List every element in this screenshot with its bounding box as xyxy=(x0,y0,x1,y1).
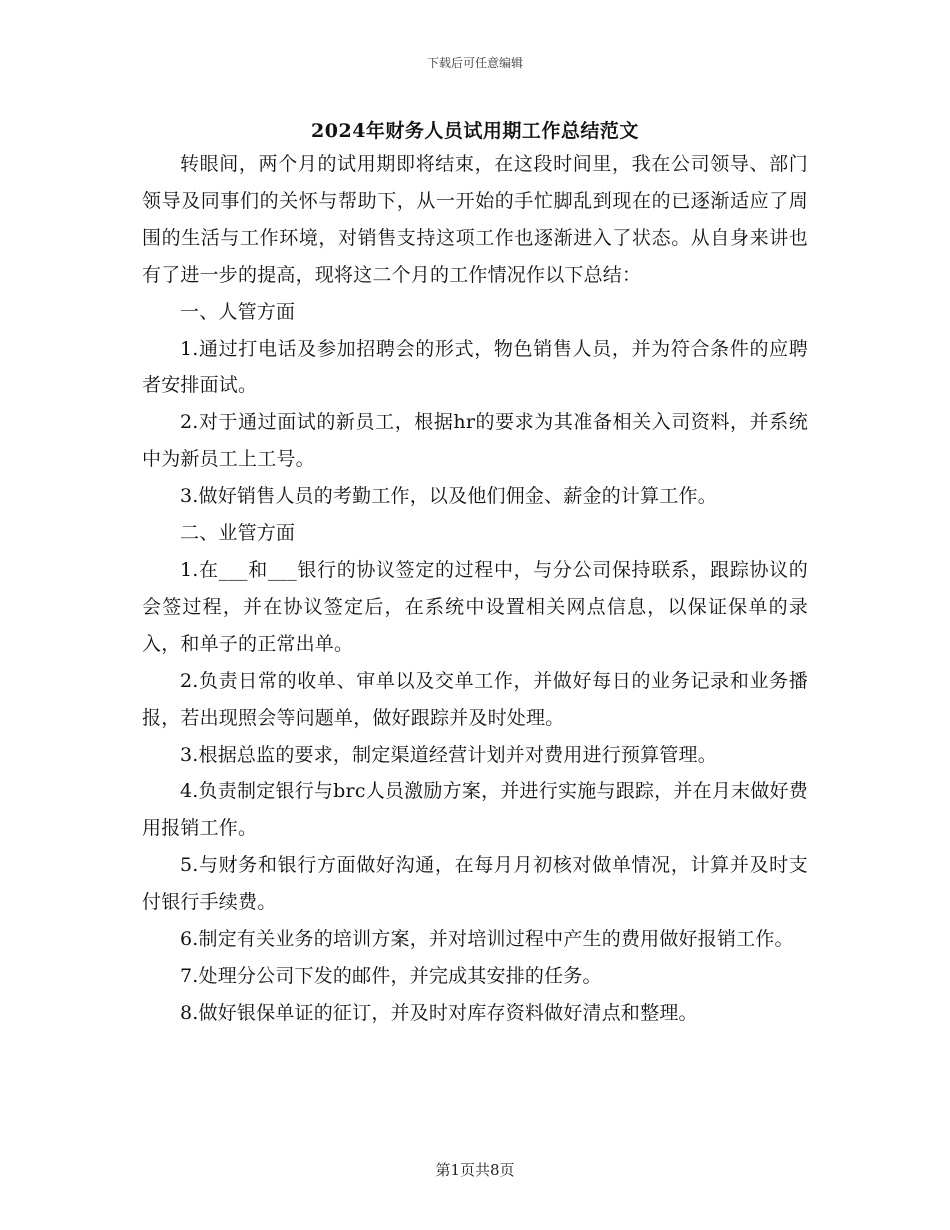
list-item: 8.做好银保单证的征订，并及时对库存资料做好清点和整理。 xyxy=(180,1001,698,1024)
section-heading: 一、人管方面 xyxy=(180,300,296,323)
section-heading: 二、业管方面 xyxy=(180,522,296,545)
header-note: 下载后可任意编辑 xyxy=(426,56,523,70)
page-footer: 第1页共8页 xyxy=(435,1161,515,1179)
document-body xyxy=(142,146,808,1032)
list-item: 1.通过打电话及参加招聘会的形式，物色销售人员，并为符合条件的应聘者安排面试。 xyxy=(142,337,808,397)
list-item: 2.负责日常的收单、审单以及交单工作，并做好每日的业务记录和业务播报，若出现照会等问题单，做好跟踪并及时处理。 xyxy=(142,669,808,729)
list-item: 3.做好销售人员的考勤工作，以及他们佣金、薪金的计算工作。 xyxy=(180,485,717,508)
list-item: 5.与财务和银行方面做好沟通，在每月月初核对做单情况，计算并及时支付银行手续费。 xyxy=(142,854,808,914)
list-item: 1.在___和___银行的协议签定的过程中，与分公司保持联系，跟踪协议的会签过程，并在协议签定后，在系统中设置相关网点信息，以保证保单的录入，和单子的正常出单。 xyxy=(142,558,808,655)
list-item: 6.制定有关业务的培训方案，并对培训过程中产生的费用做好报销工作。 xyxy=(180,928,794,951)
list-item: 7.处理分公司下发的邮件，并完成其安排的任务。 xyxy=(180,964,602,987)
document-title: 2024年财务人员试用期工作总结范文 xyxy=(311,120,639,142)
list-item: 4.负责制定银行与brc人员激励方案，并进行实施与跟踪，并在月末做好费用报销工作。 xyxy=(142,780,808,840)
list-item: 3.根据总监的要求，制定渠道经营计划并对费用进行预算管理。 xyxy=(180,743,717,766)
intro-paragraph: 转眼间，两个月的试用期即将结束，在这段时间里，我在公司领导、部门领导及同事们的关怀与帮助下，从一开始的手忙脚乱到现在的已逐渐适应了周围的生活与工作环境，对销售支持这项工作也逐渐进入了状态。从自身来讲也有了进一步的提高，现将这二个月的工作情况作以下总结： xyxy=(142,153,808,286)
list-item: 2.对于通过面试的新员工，根据hr的要求为其准备相关入司资料，并系统中为新员工上工号。 xyxy=(142,411,808,471)
